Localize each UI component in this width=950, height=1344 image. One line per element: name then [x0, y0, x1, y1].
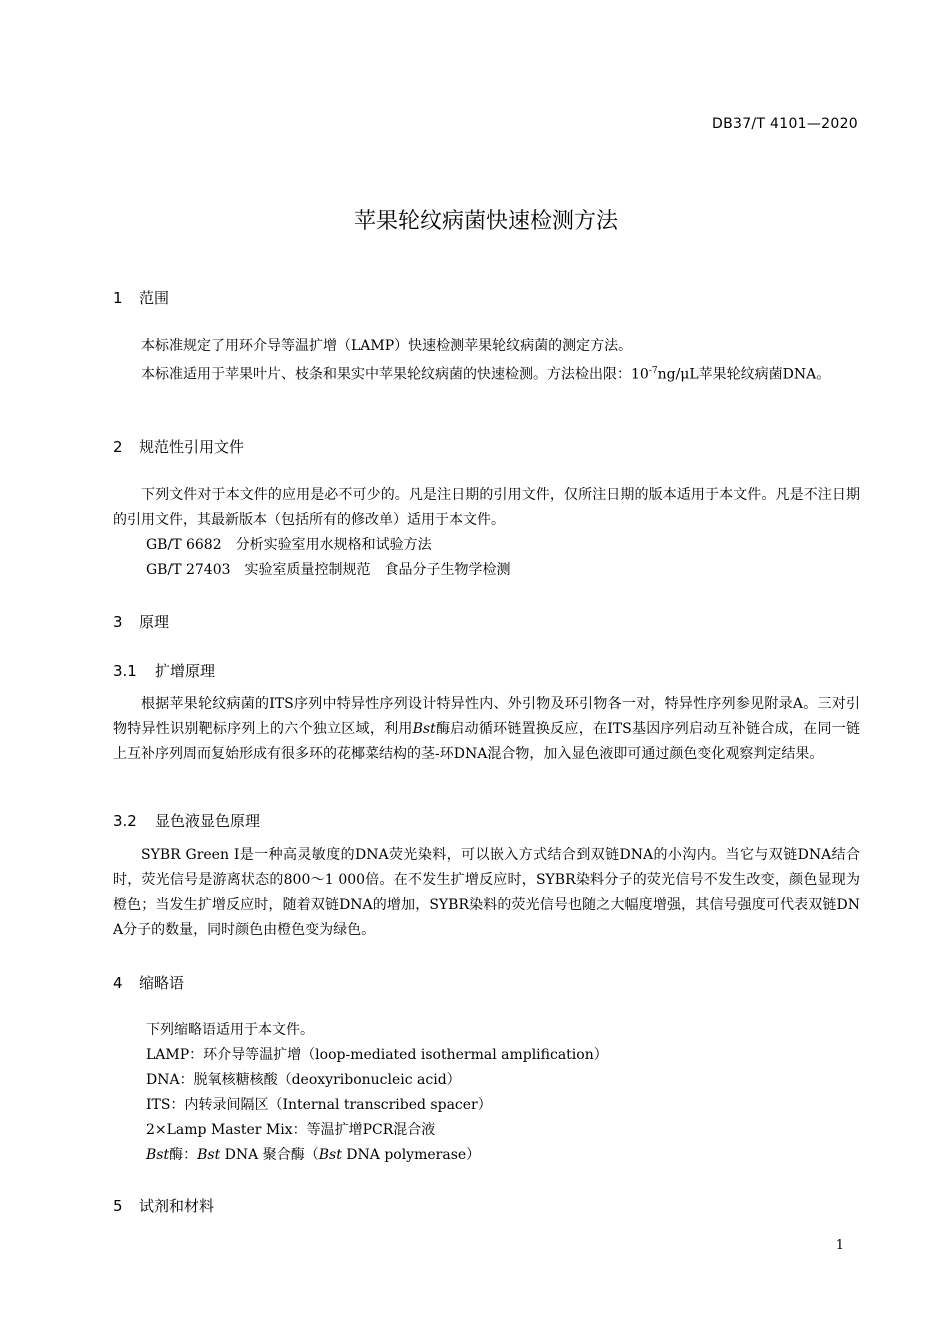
- subsection-3-2-heading: [113, 810, 260, 831]
- section-number: 4: [113, 974, 123, 992]
- references-intro: 下列文件对于本文件的应用是必不可少的。凡是注日期的引用文件，仅所注日期的版本适用于本文件。凡是不注日期的引用文件，其最新版本（包括所有的修改单）适用于本文件。: [113, 487, 860, 528]
- section-number: 2: [113, 438, 123, 456]
- subsection-title: 显色液显色原理: [155, 812, 261, 830]
- reference-item: [146, 533, 432, 558]
- section-number: 3: [113, 613, 123, 631]
- subsection-number: 3.1: [113, 662, 137, 680]
- staining-principle-text: SYBR Green I是一种高灵敏度的DNA荧光染料，可以嵌入方式结合到双链DNA的小沟内。当它与双链DNA结合时，荧光信号是游离状态的800～1 000倍。在不发生扩增反应时，SYBR染料分子的荧光信号不发生改变，颜色显现为橙色；当发生扩增反应时，随着双链DNA的增加，SYBR染料的荧光信号也随之大幅度增强，其信号强度可代表双链DNA分子的数量，同时颜色由橙色变为绿色。: [113, 847, 860, 938]
- abbreviation-item: ITS：内转录间隔区（Internal transcribed spacer）: [146, 1097, 492, 1113]
- abbreviation-item: 2×Lamp Master Mix：等温扩增PCR混合液: [146, 1122, 436, 1138]
- reference-title: 实验室质量控制规范 食品分子生物学检测: [244, 562, 511, 578]
- section-2-heading: [113, 436, 244, 457]
- section-number: 1: [113, 289, 123, 307]
- abbreviation-item: LAMP：环介导等温扩增（loop-mediated isothermal amplification）: [146, 1047, 608, 1063]
- section-5-heading: [113, 1195, 214, 1216]
- standard-code: DB37/T 4101—2020: [712, 116, 858, 132]
- section-title: 原理: [139, 613, 170, 631]
- section-1-heading: [113, 287, 169, 308]
- reference-code: GB/T 6682: [146, 537, 222, 553]
- section-title: 范围: [139, 289, 170, 307]
- reference-title: 分析实验室用水规格和试验方法: [235, 537, 432, 553]
- amplification-principle-text: 根据苹果轮纹病菌的ITS序列中特异性序列设计特异性内、外引物及环引物各一对，特异性序列参见附录A。三对引物特异性识别靶标序列上的六个独立区域，利用Bst酶启动循环链置换反应，在ITS基因序列启动互补链合成，在同一链上互补序列周而复始形成有很多环的花椰菜结构的茎-环DNA混合物，加入显色液即可通过颜色变化观察判定结果。: [113, 696, 860, 762]
- abbreviation-item: DNA：脱氧核糖核酸（deoxyribonucleic acid）: [146, 1072, 461, 1088]
- section-title: 规范性引用文件: [139, 438, 245, 456]
- reference-code: GB/T 27403: [146, 562, 231, 578]
- scope-paragraph-1: 本标准规定了用环介导等温扩增（LAMP）快速检测苹果轮纹病菌的测定方法。: [141, 338, 633, 354]
- exponent: -7: [648, 366, 658, 376]
- section-4-heading: [113, 972, 184, 993]
- document-title: 苹果轮纹病菌快速检测方法: [353, 209, 618, 234]
- subsection-title: 扩增原理: [155, 662, 216, 680]
- subsection-3-1-heading: [113, 660, 215, 681]
- abbreviation-item: Bst酶：Bst DNA 聚合酶（Bst DNA polymerase）: [146, 1147, 481, 1163]
- scope-paragraph-2: 本标准适用于苹果叶片、枝条和果实中苹果轮纹病菌的快速检测。方法检出限：$10^{-7}ng/\mu L$苹果轮纹病菌DNA。: [141, 366, 831, 383]
- section-title: 缩略语: [139, 974, 185, 992]
- section-3-heading: [113, 611, 169, 632]
- section-number: 5: [113, 1197, 123, 1215]
- reference-item: [146, 558, 511, 583]
- subsection-number: 3.2: [113, 812, 137, 830]
- section-title: 试剂和材料: [139, 1197, 215, 1215]
- page-number: 1: [835, 1238, 844, 1253]
- abbreviations-intro: 下列缩略语适用于本文件。: [146, 1022, 314, 1038]
